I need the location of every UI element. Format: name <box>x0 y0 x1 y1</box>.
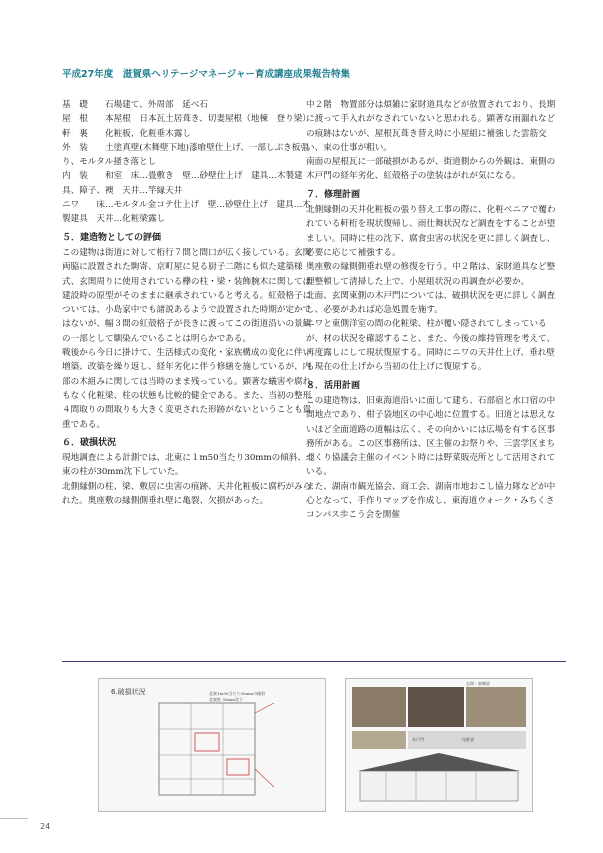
figure-note: 北東柱 30mm沈下 <box>209 697 243 702</box>
section-6-paragraph: 南面の屋根瓦に一部破損があるが、街道側からの外観は、東側の木戸門の経年劣化、紅殻格子の塗装はがれが気になる。 <box>306 157 556 182</box>
photos-and-elevation <box>346 679 532 811</box>
section-7-paragraph: 奥座敷の縁側側垂れ壁の修復を行う。中２階は、家財道具など整理整頓して清掃した上で、小屋組状況の再調査が必要か。 <box>306 262 556 287</box>
figure-label: 6.破損状況 <box>111 688 146 696</box>
spec-roof: 屋 根 本屋根 日本瓦土居葺き、切妻屋根（地棟 登り梁） <box>62 114 311 125</box>
spec-eaves: 軒 裏 化粧板、化粧垂木露し <box>62 128 191 139</box>
section-7-paragraph: ニワと東側洋室の間の化粧梁、柱が覆い隠されてしまっているが、材の状況を確認すること、また、今後の維持管理を考えて、再度露しにして現状復原する。同時にニワの天井仕上げ、垂れ壁も現在の仕上げから当初の仕上げに復原する。 <box>306 319 556 373</box>
figure-note: 玄関・東側扉 <box>466 681 490 686</box>
figure-note: 化粧梁 <box>462 737 474 742</box>
section-5-paragraph: 戦後から今日に掛けて、生活様式の変化・家族構成の変化に伴い増築、改築を繰り返し、経年劣化に伴う修繕を施しているが、内部の木組みに関しては当時のまま残っている。顕著な蟻害や腐れもなく化粧梁、柱の状態も比較的健全である。また、当初の整形４間取りの間取りも大きく変更された形跡がないということも貴重である。 <box>62 348 312 430</box>
section-6-paragraph: 中２階 物置部分は煩雑に家財道具などが放置されており、長期に渡って手入れがなされていないと思われる。顕著な雨漏れなどの痕跡はないが、屋根瓦葺き替え時に小屋組に補強した雲筋交い、束の仕事が粗い。 <box>306 100 556 153</box>
section-5-title: ５．建造物としての評価 <box>62 232 162 243</box>
left-column <box>62 98 316 508</box>
figure-note: 木戸門 <box>412 737 424 742</box>
right-column <box>306 98 560 523</box>
figure-note: 北東1m50当たり30mmの傾斜 <box>209 691 266 696</box>
section-7-title: ７．修理計画 <box>306 189 361 200</box>
page-number: 24 <box>40 822 51 831</box>
spec-foundation: 基 礎 石場建て、外周部 延べ石 <box>62 100 208 110</box>
section-8-paragraph: また、湖南市観光協会、商工会、湖南市地おこし協力隊などが中心となって、手作りマップを作成し、東海道ウォーク・みちくさコンパス歩こう会を開催 <box>306 481 556 521</box>
building-photos-figure <box>345 678 533 812</box>
spec-interior: 内 装 和室 床…畳敷き 壁…砂壁仕上げ 建具…木製建具、障子、襖 天井…竿縁天井 <box>62 171 303 196</box>
page-header-title: 平成27年度 滋賀県ヘリテージマネージャー育成講座成果報告特集 <box>62 69 350 80</box>
section-8-title: ８．活用計画 <box>306 380 361 391</box>
page-number-line <box>0 818 28 819</box>
section-5-paragraph: この建物は街道に対して桁行７間と間口が広く接している。玄関両脇に設置された駒寄、京町屋に見る厨子二階にも似た建築様式、玄関周りに使用されている欅の柱・梁・装飾腕木に関しては建設時の原型がそのままに継承されていると考える。紅殻格子については、小島家中でも諸説あるようで設置された時期が定かではないが、幅３間の紅殻格子が長きに渡ってこの街道沿いの景観の一部として馴染んでいることは明らかである。 <box>62 247 312 344</box>
section-divider <box>62 661 566 662</box>
building-spec-list <box>62 98 316 227</box>
section-8-paragraph: この建造物は、旧東海道沿いに面して建ち、石部宿と水口宿の中間地点であり、柑子袋地区の中心地に位置する。旧道とは思えないほど全面道路の道幅は広く、その向かいには広場を有する区事務所がある。この区事務所は、区主催のお祭りや、三雲学区まちづくり協議会主催のイベント時には野菜販売所として活用されている。 <box>306 395 556 478</box>
section-6-paragraph: 現地調査による計測では、北東に１m50当たり30mmの傾斜、北東の柱が30mm沈下していた。 <box>62 453 315 478</box>
section-6-title: ６．破損状況 <box>62 437 117 448</box>
spec-exterior: 外 装 土塗真壁(木舞壁下地)漆喰壁仕上げ、一部しぶき板張り、モルタル掻き落とし <box>62 142 309 168</box>
spec-niwa: ニワ 床…モルタル金コテ仕上げ 壁…砂壁仕上げ 建具…木製建具 天井…化粧梁露し <box>62 200 311 225</box>
section-7-paragraph: 北面、玄関東側の木戸門については、破損状況を更に詳しく調査し、必要があれば応急処置を施す。 <box>306 290 556 316</box>
section-7-paragraph: 北側縁側の天井化粧板の張り替え工事の際に、化粧ベニアで覆われている軒桁を現状復帰し、雨仕舞状況など調査をすることが望ましい。同時に柱の沈下、腐食虫害の状況を更に詳しく調査し、必要に応じて補強する。 <box>306 205 556 258</box>
section-6-paragraph: 北側縁側の柱、梁、敷居に虫害の痕跡、天井化粧板に腐朽がみられた。奥座敷の縁側側垂れ壁に亀裂、欠損があった。 <box>62 481 312 507</box>
damage-floor-plan-figure <box>98 678 326 812</box>
